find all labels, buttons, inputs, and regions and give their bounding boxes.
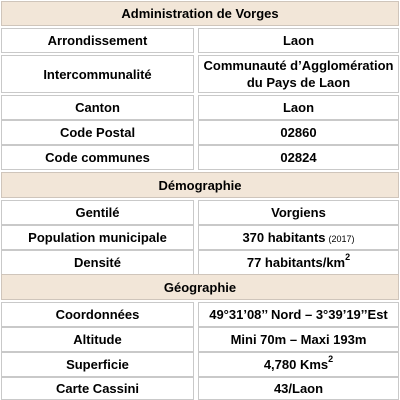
row-code-communes <box>1 145 399 170</box>
row-superficie <box>1 352 399 377</box>
value-superficie <box>198 352 399 377</box>
section-title: Géographie <box>163 279 237 295</box>
section-header-administration <box>1 1 399 26</box>
row-canton <box>1 95 399 120</box>
value-intercommunalite <box>198 55 399 93</box>
label-canton: Canton <box>1 95 194 120</box>
population-value: 370 habitants <box>242 230 326 245</box>
value-canton: Laon <box>198 95 399 120</box>
value-arrondissement: Laon <box>198 28 399 53</box>
value-densite <box>198 250 399 275</box>
section-header-geographie <box>1 274 399 300</box>
superficie-superscript: 2 <box>328 354 334 364</box>
label-coordonnees: Coordonnées <box>1 302 194 327</box>
row-arrondissement <box>1 28 399 53</box>
row-carte-cassini <box>1 377 399 400</box>
population-year-note: (2017) <box>328 234 355 244</box>
label-population: Population municipale <box>1 225 194 250</box>
label-intercommunalite: Intercommunalité <box>1 55 194 93</box>
section-title: Administration de Vorges <box>121 6 279 21</box>
label-superficie: Superficie <box>1 352 194 377</box>
row-gentile <box>1 200 399 225</box>
value-altitude: Mini 70m – Maxi 193m <box>198 327 399 352</box>
label-carte-cassini: Carte Cassini <box>1 377 194 400</box>
label-densite: Densité <box>1 250 194 275</box>
value-intercommunalite-line1: Communauté d’Agglomération <box>203 58 394 73</box>
value-gentile: Vorgiens <box>198 200 399 225</box>
value-population <box>198 225 399 250</box>
label-code-communes: Code communes <box>1 145 194 170</box>
superficie-value: 4,780 Kms <box>263 357 329 372</box>
value-coordonnees: 49°31’08’’ Nord – 3°39’19’’Est <box>198 302 399 327</box>
label-arrondissement: Arrondissement <box>1 28 194 53</box>
value-code-postal: 02860 <box>198 120 399 145</box>
section-title: Démographie <box>158 177 242 193</box>
label-altitude: Altitude <box>1 327 194 352</box>
row-densite <box>1 250 399 275</box>
row-coordonnees <box>1 302 399 327</box>
value-code-communes: 02824 <box>198 145 399 170</box>
label-gentile: Gentilé <box>1 200 194 225</box>
label-code-postal: Code Postal <box>1 120 194 145</box>
row-population <box>1 225 399 250</box>
row-intercommunalite <box>1 55 399 93</box>
section-header-demographie <box>1 172 399 198</box>
row-altitude <box>1 327 399 352</box>
row-code-postal <box>1 120 399 145</box>
densite-superscript: 2 <box>345 252 351 262</box>
value-intercommunalite-line2: du Pays de Laon <box>246 75 351 90</box>
value-carte-cassini: 43/Laon <box>198 377 399 400</box>
densite-value: 77 habitants/km <box>246 255 346 270</box>
